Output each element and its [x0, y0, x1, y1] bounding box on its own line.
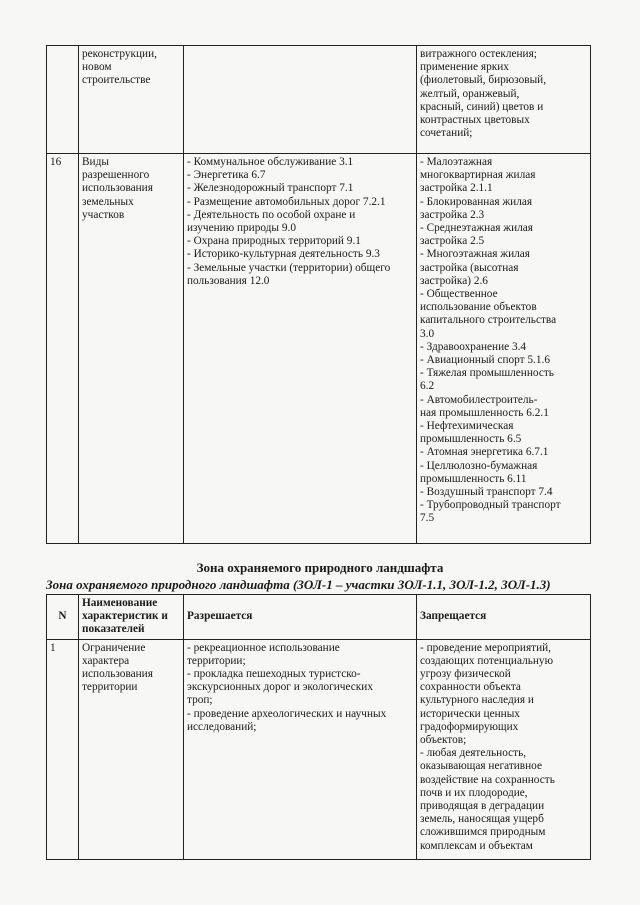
text-line: использование объектов [420, 301, 537, 314]
text-line: - любая деятельность, [420, 747, 527, 760]
text-line: приводящая в деградации [420, 800, 545, 813]
header-allowed: Разрешается [184, 595, 417, 640]
text-line: градоформирующих [420, 720, 519, 733]
text-line: сохранности объекта [420, 681, 521, 694]
text-line: - проведение мероприятий, [420, 641, 552, 654]
text-line: - Целлюлозно-бумажная [420, 459, 538, 472]
text-line: красный, синий) цветов и [420, 100, 544, 113]
text-line: застройка 2.1.1 [420, 182, 493, 195]
table-header-row [47, 595, 591, 640]
section-title: Зона охраняемого природного ландшафта [196, 560, 444, 575]
text-line: застройка 2.3 [420, 208, 485, 221]
text-line: - Общественное [420, 288, 498, 301]
text-line: объектов; [420, 734, 467, 747]
text-line: промышленность 6.5 [420, 433, 522, 446]
text-line: - проведение археологических и научных [187, 707, 387, 720]
text-line: застройка (высотная [420, 261, 519, 274]
text-line: характера [82, 654, 130, 667]
text-line: - Малоэтажная [420, 156, 493, 168]
cell-name [79, 154, 184, 544]
text-line: - Многоэтажная жилая [420, 248, 530, 261]
text-line: (фиолетовый, бирюзовый, [420, 74, 547, 87]
text-line: - Размещение автомобильных дорог 7.2.1 [187, 195, 386, 208]
text-line: витражного остекления; [420, 48, 537, 60]
text-line: территории [82, 681, 138, 694]
text-line: исторически ценных [420, 707, 520, 720]
text-line: Наименование [82, 597, 158, 609]
text-line: сочетаний; [420, 127, 473, 140]
text-line: - Коммунальное обслуживание 3.1 [187, 156, 354, 168]
text-line: использования [82, 668, 153, 681]
text-line: территории; [187, 654, 246, 667]
text-line: троп; [187, 694, 213, 707]
text-line: - Энергетика 6.7 [187, 169, 266, 182]
text-line: изучению природы 9.0 [187, 222, 296, 235]
text-line: показателей [82, 623, 145, 636]
text-line: застройка 2.5 [420, 235, 485, 248]
text-line: застройка) 2.6 [420, 274, 488, 287]
text-line: почв и их плодородие, [420, 786, 528, 799]
cell-number [47, 46, 79, 154]
text-line: культурного наследия и [420, 694, 534, 707]
text-line: - рекреационное использование [187, 641, 340, 654]
table-row [47, 46, 591, 154]
text-line: - Тяжелая промышленность [420, 367, 554, 380]
text-line: комплексам и объектам [420, 839, 533, 852]
cell-allowed [184, 154, 417, 544]
cell-forbidden [417, 46, 591, 154]
text-line: - прокладка пешеходных туристско- [187, 668, 361, 681]
text-line: ная промышленность 6.2.1 [420, 406, 549, 419]
text-line: - Блокированная жилая [420, 195, 533, 208]
text-line: экскурсионных дорог и экологических [187, 681, 373, 694]
header-forbidden: Запрещается [417, 595, 591, 640]
text-line: новом [82, 61, 112, 74]
cell-number: 1 [47, 639, 79, 859]
table-row [47, 639, 591, 859]
text-line: участков [82, 208, 125, 221]
text-line: - Железнодорожный транспорт 7.1 [187, 182, 354, 195]
text-line: - Деятельность по особой охране и [187, 208, 356, 221]
text-line: - Нефтехимическая [420, 420, 514, 433]
cell-forbidden [417, 154, 591, 544]
text-line: желтый, оранжевый, [420, 87, 520, 100]
text-line: исследований; [187, 720, 257, 733]
text-line: строительстве [82, 74, 151, 87]
cell-allowed [184, 639, 417, 859]
text-line: - Авиационный спорт 5.1.6 [420, 354, 550, 367]
text-line: - Автомобилестроитель- [420, 393, 538, 406]
text-line: капитального строительства [420, 314, 557, 327]
cell-name [79, 639, 184, 859]
cell-forbidden [417, 639, 591, 859]
text-line: разрешенного [82, 169, 150, 182]
text-line: - Земельные участки (территории) общего [187, 261, 391, 274]
text-line: характеристик и [82, 610, 168, 623]
cell-number: 16 [47, 154, 79, 544]
text-line: Ограничение [82, 641, 146, 654]
text-line: 6.2 [420, 380, 435, 393]
header-number: N [47, 595, 79, 640]
text-line: - Среднеэтажная жилая [420, 222, 533, 235]
text-line: сложившимся природным [420, 826, 546, 839]
cell-allowed [184, 46, 417, 154]
table-row [47, 154, 591, 544]
text-line: контрастных цветовых [420, 114, 530, 127]
text-line: - Воздушный транспорт 7.4 [420, 486, 553, 499]
text-line: промышленность 6.11 [420, 472, 527, 485]
text-line: использования [82, 182, 153, 195]
header-name [79, 595, 184, 640]
text-line: земельных [82, 195, 134, 208]
zoning-table-continued [46, 45, 591, 544]
protected-landscape-table [46, 594, 591, 860]
text-line: угрозу физической [420, 668, 511, 681]
text-line: многоквартирная жилая [420, 169, 536, 182]
text-line: - Историко-культурная деятельность 9.3 [187, 248, 380, 261]
text-line: применение ярких [420, 61, 509, 74]
text-line: земель, наносящая ущерб [420, 813, 544, 826]
text-line: - Здравоохранение 3.4 [420, 340, 527, 353]
text-line: - Трубопроводный транспорт [420, 499, 561, 512]
text-line: оказывающая негативное [420, 760, 542, 773]
text-line: - Охрана природных территорий 9.1 [187, 235, 361, 248]
cell-name [79, 46, 184, 154]
section-subtitle: Зона охраняемого природного ландшафта (ЗОЛ-1 – участки ЗОЛ-1.1, ЗОЛ-1.2, ЗОЛ-1.3) [46, 577, 551, 592]
text-line: 3.0 [420, 327, 435, 340]
text-line: воздействие на сохранность [420, 773, 555, 786]
text-line: - Атомная энергетика 6.7.1 [420, 446, 549, 459]
text-line: создающих потенциальную [420, 654, 554, 667]
text-line: реконструкции, [82, 48, 157, 60]
text-line: Виды [82, 156, 109, 168]
text-line: пользования 12.0 [187, 274, 270, 287]
text-line: 7.5 [420, 512, 435, 525]
